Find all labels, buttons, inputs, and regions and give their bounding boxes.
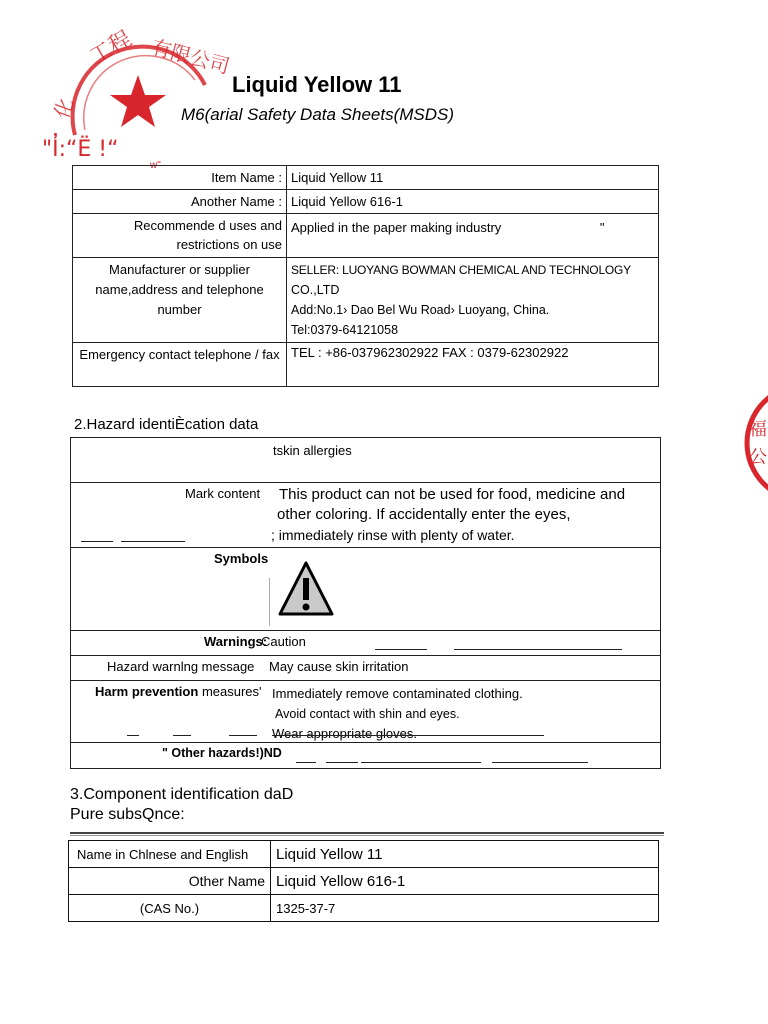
blank-line [121,541,185,542]
blank-line [454,649,622,650]
manufacturer-line: Add:No.1› Dao Bel Wu Road› Luoyang, China. [291,303,550,317]
svg-text:有限公司: 有限公司 [148,34,233,79]
blank-line [296,762,316,763]
svg-text:工程: 工程 [85,26,137,71]
recommended-uses-value [287,214,659,258]
mark-content-label: Mark content [185,486,261,501]
manufacturer-line: CO.,LTD [291,283,340,297]
document-subtitle: M6(arial Safety Data Sheets(MSDS) [181,105,455,124]
skin-note: tskin allergies [273,443,352,458]
stamp-marks: "I̓:“Ë !“ [42,137,119,162]
table-row [69,895,659,922]
table-row [71,631,660,656]
hazard-table [70,437,661,769]
hazard-message-value: May cause skin irritation [269,659,409,674]
table-row [71,438,660,483]
table-row [69,868,659,895]
svg-text:福: 福 [749,419,767,440]
table-row [71,743,660,767]
blank-line [127,735,139,736]
table-row [69,841,659,868]
cas-no-label: (CAS No.) [69,895,271,922]
harm-line: Wear appropriate gloves. [272,726,418,741]
emergency-contact-label: Emergency contact telephone / fax [73,343,287,387]
product-info-table [72,165,659,387]
symbols-label: Symbols [214,551,269,566]
manufacturer-value [287,258,659,343]
harm-line: Avoid contact with shin and eyes. [275,707,460,721]
blank-line [326,762,358,763]
mark-content-line: This product can not be used for food, medicine and [279,486,626,503]
blank-line [361,762,481,763]
section-3-subheading: Pure subsQnce: [70,806,185,823]
cas-no-value: 1325-37-7 [271,895,659,922]
item-name-label: Item Name : [73,166,287,190]
other-name-label: Other Name [69,868,271,895]
manufacturer-label: Manufacturer or supplier name,address and telephone number [73,258,287,343]
svg-text:公: 公 [749,447,767,468]
blank-line [375,649,427,650]
item-name-value: Liquid Yellow 11 [287,166,659,190]
blank-line [272,735,544,736]
table-row [71,483,660,548]
chinese-english-name-value: Liquid Yellow 11 [271,841,659,868]
table-row [71,656,660,681]
stamp-small-mark: w" [150,160,161,171]
table-row [71,548,660,631]
document-title: Liquid Yellow 11 [232,72,402,97]
recommended-uses-label: Recommende d uses and restrictions on use [73,214,287,258]
right-seal-stamp [735,385,768,505]
recommended-uses-text: Applied in the paper making industry [291,220,502,235]
component-table [68,840,659,922]
hazard-message-label: Hazard warnlng message [107,659,255,674]
company-seal-stamp [49,25,233,155]
symbols-divider [269,578,270,626]
table-row [73,258,659,343]
harm-prevention-label [95,684,262,699]
svg-text:化: 化 [49,94,79,122]
table-row [73,214,659,258]
warnings-label: Warnings: [204,634,268,649]
table-row [73,343,659,387]
another-name-label: Another Name : [73,190,287,214]
emergency-contact-value: TEL : +86-037962302922 FAX : 0379-62302922 [287,343,659,387]
other-hazards-label: " Other hazards!)ND [162,746,282,760]
mark-content-line: other coloring. If accidentally enter the eyes, [277,506,571,523]
harm-prevention-label-rest: measures' [201,684,262,699]
blank-line [173,735,191,736]
section-3-heading: 3.Component identification daD [70,786,294,803]
table-row [73,190,659,214]
blank-line [492,762,588,763]
chinese-english-name-label: Name in Chlnese and English [69,841,271,868]
harm-prevention-label-bold: Harm prevention [95,684,199,699]
manufacturer-line: SELLER: LUOYANG BOWMAN CHEMICAL AND TECHNOLOGY [291,263,631,277]
manufacturer-line: Tel:0379-64121058 [291,323,399,337]
warning-exclamation-icon [277,560,335,618]
warnings-value: Caution [261,634,306,649]
mark-content-text [271,485,625,545]
mark-content-line: ; immediately rinse with plenty of water. [271,527,515,543]
table-row [71,681,660,743]
section-2-heading: 2.Hazard identiÈcation data [74,416,259,433]
recommended-uses-extra: " [599,220,605,235]
another-name-value: Liquid Yellow 616-1 [287,190,659,214]
section-divider [70,832,664,836]
harm-line: Immediately remove contaminated clothing. [272,686,523,701]
other-name-value: Liquid Yellow 616-1 [271,868,659,895]
table-row [73,166,659,190]
blank-line [229,735,257,736]
blank-line [81,541,113,542]
